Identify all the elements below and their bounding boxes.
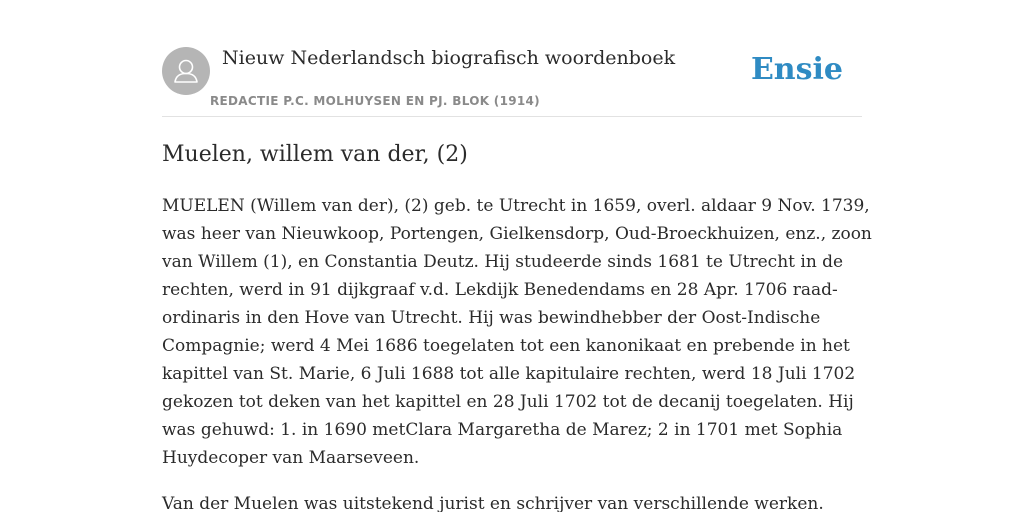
paragraph-line: Huydecoper van Maarseveen. <box>162 448 420 468</box>
user-icon <box>162 47 210 95</box>
book-title[interactable]: Nieuw Nederlandsch biografisch woordenboek <box>222 47 676 69</box>
entry-paragraph-1 <box>162 192 872 472</box>
paragraph-line: was heer van Nieuwkoop, Portengen, Gielkensdorp, Oud-Broeckhuizen, enz., zoon <box>162 224 872 244</box>
paragraph-line: MUELEN (Willem van der), (2) geb. te Utrecht in 1659, overl. aldaar 9 Nov. 1739, <box>162 196 870 216</box>
paragraph-line: was gehuwd: 1. in 1690 metClara Margaretha de Marez; 2 in 1701 met Sophia <box>162 420 843 440</box>
header <box>162 0 862 117</box>
brand-logo[interactable]: Ensie <box>750 52 843 87</box>
paragraph-line: gekozen tot deken van het kapittel en 28 Juli 1702 tot de decanij toegelaten. Hij <box>162 392 854 412</box>
entry-paragraph-2 <box>162 490 862 512</box>
paragraph-line: Van der Muelen was uitstekend jurist en schrijver van verschillende werken. <box>162 494 824 512</box>
avatar <box>162 47 210 95</box>
paragraph-line: van Willem (1), en Constantia Deutz. Hij studeerde sinds 1681 te Utrecht in de <box>162 252 844 272</box>
paragraph-line: kapittel van St. Marie, 6 Juli 1688 tot alle kapitulaire rechten, werd 18 Juli 1702 <box>162 364 856 384</box>
paragraph-line: ordinaris in den Hove van Utrecht. Hij was bewindhebber der Oost-Indische <box>162 308 821 328</box>
entry-title: Muelen, willem van der, (2) <box>162 142 468 167</box>
paragraph-line: Compagnie; werd 4 Mei 1686 toegelaten tot een kanonikaat en prebende in het <box>162 336 850 356</box>
book-editors: REDACTIE P.C. MOLHUYSEN EN PJ. BLOK (1914) <box>210 94 540 108</box>
paragraph-line: rechten, werd in 91 dijkgraaf v.d. Lekdijk Benedendams en 28 Apr. 1706 raad- <box>162 280 838 300</box>
